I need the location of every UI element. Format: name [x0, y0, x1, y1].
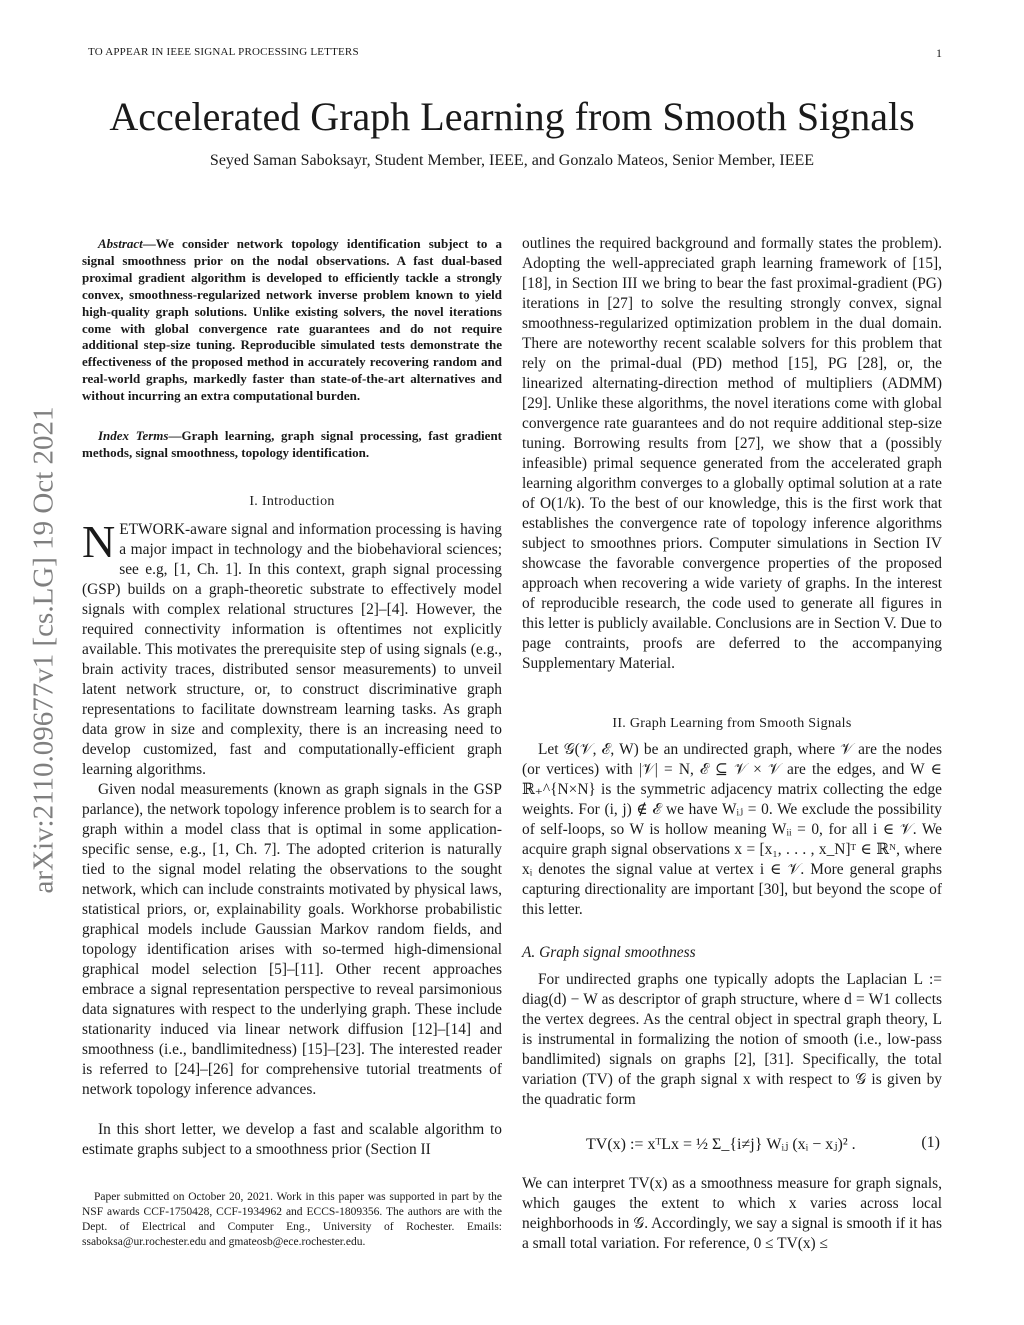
paper-title: Accelerated Graph Learning from Smooth Signals [109, 94, 915, 139]
abstract-lead: Abstract [98, 236, 143, 251]
drop-cap: N [82, 516, 116, 567]
right-p4-text: We can interpret TV(x) as a smoothness measure for graph signals, which gauges the extent to which x varies across local neighborhoods in 𝒢. Accordingly, we say a signal is smooth if it has a small total variation. For reference, 0 ≤ TV(x) ≤ [522, 1175, 942, 1252]
index-terms [82, 428, 502, 462]
author-line: Seyed Saman Saboksayr, Student Member, IEEE, and Gonzalo Mateos, Senior Member, IEEE [209, 152, 815, 169]
section-heading-graph-learning: II. Graph Learning from Smooth Signals [612, 716, 852, 731]
equation-number: (1) [921, 1134, 940, 1151]
right-paragraph-4 [522, 1174, 942, 1254]
index-terms-lead: Index Terms [98, 428, 169, 443]
equation-1 [560, 1124, 940, 1168]
intro-p3-text: In this short letter, we develop a fast and scalable algorithm to estimate graphs subject to a smoothness prior (Section II [82, 1121, 502, 1158]
abstract-text: —We consider network topology identification subject to a signal smoothness prior on the nodal observations. A fast dual-based proximal gradient algorithm is developed to efficiently tackle a strongly convex, smoothness-regularized network inverse problem known to yield high-quality graph solutions. Unlike existing solvers, the novel iterations come with global convergence rate guarantees and do not require additional step-size tuning. Reproducible simulated tests demonstrate the effectiveness of the proposed method in accurately recovering random and real-world graphs, markedly faster than state-of-the-art alternatives and without incurring an extra computational burden. [82, 236, 502, 404]
intro-p1-text: ETWORK-aware signal and information processing is having a major impact in technology and the biobehavioral sciences; see e.g, [1, Ch. 1]. In this context, graph signal processing (GSP) builds on a graph-theoretic substrate to effectively model signals with complex relational structures [2]–[4]. However, the required connectivity information is oftentimes not explicitly available. This motivates the prerequisite step of using signals (e.g., brain activity traces, distributed sensor measurements) to unveil latent network structure, or, to construct discriminative graph representations to facilitate downstream learning tasks. As graph data grow in size and complexity, there is an increasing need to develop customized, fast and computationally-efficient graph learning algorithms. [82, 521, 502, 778]
intro-paragraph-1 [82, 516, 502, 780]
arxiv-stamp [24, 330, 64, 970]
right-p3-text: For undirected graphs one typically adopts the Laplacian L := diag(d) − W as descriptor of graph structure, where d = W1 collects the vertex degrees. As the central object in spectral graph theory, L is instrumental in formalizing the notion of smooth (i.e., low-pass bandlimited) signals on graphs [2], [31]. Specifically, the total variation (TV) of the graph signal x with respect to 𝒢 is given by the quadratic form [522, 971, 942, 1108]
index-terms-text: —Graph learning, graph signal processing, fast gradient methods, signal smoothness, topology identification. [82, 428, 503, 460]
intro-paragraph-2 [82, 780, 502, 1100]
right-p2-text: Let 𝒢(𝒱, ℰ, W) be an undirected graph, where 𝒱 are the nodes (or vertices) with |𝒱| = N, ℰ ⊆ 𝒱 × 𝒱 are the edges, and W ∈ ℝ₊^{N×N} is the symmetric adjacency matrix collecting the edge weights. For (i, j) ∉ ℰ we have Wᵢⱼ = 0. We exclude the possibility of self-loops, so W is hollow meaning Wᵢᵢ = 0, for all i ∈ 𝒱. We acquire graph signal observations x = [x₁, . . . , x_N]ᵀ ∈ ℝᴺ, where xᵢ denotes the signal value at vertex i ∈ 𝒱. More general graphs capturing directionality are important [30], but beyond the scope of this letter. [522, 741, 942, 918]
section-heading-introduction: I. Introduction [249, 494, 335, 509]
abstract [82, 236, 502, 405]
right-paragraph-2 [522, 740, 942, 920]
arxiv-id: arXiv:2110.09677v1 [cs.LG] 19 Oct 2021 [27, 406, 60, 894]
right-paragraph-1 [522, 234, 942, 674]
intro-p2-text: Given nodal measurements (known as graph signals in the GSP parlance), the network topology inference problem is to search for a graph within a model class that is optimal in some application-specific sense, e.g., [1, Ch. 7]. The adopted criterion is naturally tied to the signal model relating the observations to the sought network, which can include constraints motivated by physical laws, statistical priors, or, explainability goals. Workhorse probabilistic graphical models include Gaussian Markov random fields, and topology identification arises with so-termed high-dimensional graphical model selection [5]–[11]. Other recent approaches embrace a signal representation perspective to reveal parsimonious data signatures with respect to the underlying graph. These include stationarity induced via linear network diffusion [12]–[14] and smoothness (i.e., bandlimitedness) [15]–[23]. The interested reader is referred to [24]–[26] for comprehensive tutorial treatments of network topology inference advances. [82, 781, 502, 1098]
page-number: 1 [936, 46, 942, 60]
intro-paragraph-3 [82, 1120, 502, 1160]
footnote: Paper submitted on October 20, 2021. Work in this paper was supported in part by the NSF awards CCF-1750428, CCF-1934962 and ECCS-1809356. The authors are with the Dept. of Electrical and Computer Eng., University of Rochester. Emails: ssaboksa@ur.rochester.edu and gmateosb@ece.rochester.edu. [82, 1191, 502, 1248]
equation-body: TV(x) := xᵀLx = ½ Σ_{i≠j} Wᵢⱼ (xᵢ − xⱼ)² . [586, 1136, 856, 1153]
subsection-heading-smoothness: A. Graph signal smoothness [522, 944, 696, 961]
right-p1-text: outlines the required background and formally states the problem). Adopting the well-appreciated graph learning framework of [15], [18], in Section III we bring to bear the fast proximal-gradient (PG) iterations in [27] to solve the resulting strongly convex, signal smoothness-regularized optimization problem in the dual domain. There are noteworthy recent scalable solvers for this problem that rely on the primal-dual (PD) method [15], PG [28], or, the linearized alternating-direction method of multipliers (ADMM) [29]. Unlike these algorithms, the novel iterations come with global convergence rate guarantees and do not require additional step-size tuning. Borrowing results from [27], we show that a (possibly infeasible) primal sequence generated from the accelerated graph learning algorithm converges to a globally optimal solution at a rate of O(1/k). To the best of our knowledge, this is the first work that establishes the convergence rate of topology inference algorithms subject to smoothnes priors. Computer simulations in Section IV showcase the favorable convergence properties of the proposed approach when recovering a wide variety of graphs. In the interest of reproducible research, the code used to generate all figures in this letter is publicly available. Conclusions are in Section V. Due to page contraints, proofs are deferred to the accompanying Supplementary Material. [522, 235, 942, 672]
journal-header: TO APPEAR IN IEEE SIGNAL PROCESSING LETTERS [88, 46, 359, 58]
right-paragraph-3 [522, 970, 942, 1110]
